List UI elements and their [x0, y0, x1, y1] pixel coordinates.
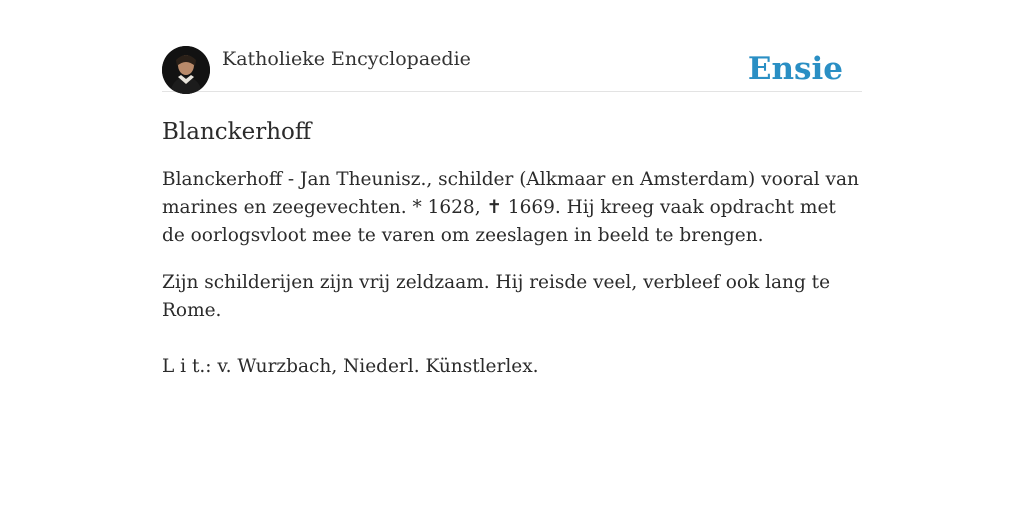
header — [162, 44, 862, 92]
page-container — [162, 44, 862, 381]
source-title[interactable]: Katholieke Encyclopaedie — [222, 48, 471, 70]
literature-reference: L i t.: v. Wurzbach, Niederl. Künstlerlex. — [162, 356, 539, 377]
portrait-icon — [162, 46, 210, 94]
brand-logo-link[interactable]: Ensie — [747, 51, 843, 87]
entry-title: Blanckerhoff — [162, 119, 312, 145]
entry-paragraph: Zijn schilderijen zijn vrij zeldzaam. Hij reisde veel, verbleef ook lang te Rome. — [162, 272, 831, 321]
portrait-avatar[interactable] — [162, 46, 210, 94]
entry-paragraph: Blanckerhoff - Jan Theunisz., schilder (Alkmaar en Amsterdam) vooral van marines en zeegevechten. * 1628, ✝ 1669. Hij kreeg vaak opdracht met de oorlogsvloot mee te varen om zeeslagen in beeld te brengen. — [162, 169, 859, 246]
